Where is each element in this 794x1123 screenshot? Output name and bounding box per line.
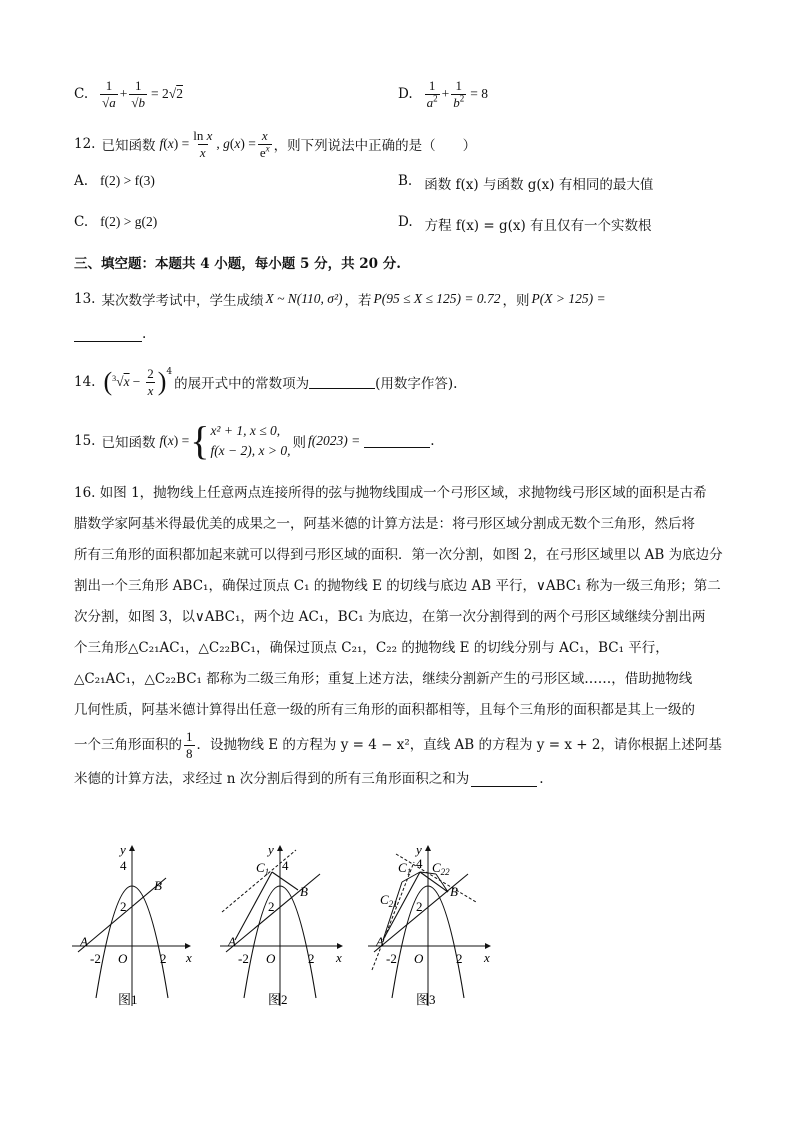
period: . [430,433,435,449]
stem-text: 如图 1，抛物线上任意两点连接所得的弦与抛物线围成一个弓形区域，求抛物线弓形区域的面积是古希 [99,485,707,501]
chord-ab [78,878,166,952]
q11-option-d[interactable]: D. $\frac{1}{a^2}$ + $\frac{1}{b^2}$ = 8 [398,77,489,110]
question-number: 12. [74,136,96,152]
tick-x2: 2 [160,951,167,966]
q15-answer-blank[interactable] [364,435,430,448]
tick-2: 2 [268,899,275,914]
q16-line-5: 次分割，如图 3，以∨ABC₁，两个边 AC₁，BC₁ 为底边，在第一次分割得到的两个弓形区域继续分割出两 [74,609,706,625]
q16-line-2: 腊数学家阿基米得最优美的成果之一，阿基米德的计算方法是：将弓形区域分割成无数个三角形，然后将 [74,516,695,532]
period: . [142,326,147,342]
frac-1-over-sqrt-a: $\frac{1}{√a}$ [102,77,116,110]
point-a-label: A [376,934,384,949]
stem-text: ，则下列说法中正确的是（ ） [273,138,477,154]
q16-line-7: △C₂₁AC₁，△C₂₂BC₁ 都称为二级三角形；重复上述方法，继续分割新产生的弓形区域……，借助抛物线 [74,671,693,687]
option-label: D. [398,214,413,230]
option-text: 函数 f(x) 与函数 g(x) 有相同的最大值 [424,177,654,193]
section-heading: 三、填空题：本题共 4 小题，每小题 5 分，共 20 分. [74,256,401,272]
option-label: A. [74,173,89,189]
q13-answer-blank[interactable] [74,326,146,342]
figure-1 [66,838,200,1018]
q14-answer-blank[interactable] [309,376,375,389]
tick-neg2: -2 [386,951,397,966]
option-text: f(2) > g(2) [100,214,158,229]
point-c21-label: $C_{21}$ [380,892,398,909]
q16-stem [74,478,724,795]
q12-option-b[interactable] [398,173,653,193]
point-b-label: B [450,884,458,899]
option-text: 方程 f(x) = g(x) 有且仅有一个实数根 [424,218,652,234]
x-label: x [336,950,342,965]
q13-stem [74,289,724,309]
figure-caption: 图1 [118,992,138,1007]
tick-2: 2 [120,899,127,914]
stem-tail: (用数字作答). [375,376,458,392]
q12-option-c[interactable] [74,214,157,230]
stem-text: ，若 [344,293,372,309]
option-label: C. [74,86,89,102]
option-label: C. [74,214,89,230]
q14-stem: 14. ( 3 √x − $\frac{2}{x}$ ) $^4$ 的展开式中的常数项为 (用数字作答). [74,365,458,398]
point-c1-label: $C_1$ [398,860,412,877]
point-b-label: B [300,884,308,899]
tick-4: 4 [282,858,289,873]
option-label: B. [398,173,413,189]
q12-option-d[interactable] [398,214,652,234]
option-text: f(2) > f(3) [100,173,155,188]
q16-line-10 [74,764,724,795]
q15-stem: 15. 已知函数 f ( x ) = { x² + 1, x ≤ 0, f(x − 2), x > 0, 则 f(2023) = . [74,418,435,463]
y-label: y [268,842,274,857]
q12-option-a[interactable] [74,173,155,189]
y-label: y [416,842,422,857]
frac-1-over-a2: $\frac{1}{a^2}$ [426,77,438,110]
piecewise-case-1: x² + 1, x ≤ 0, [210,423,281,438]
equation-tail: = 8 [470,86,489,101]
question-number: 13. [74,291,96,307]
q12-stem: 12. 已知函数 f ( x ) = $\frac{\text{ln x}}{x}$ , g ( x ) = $\frac{x}{e^x}$ ，则下列说法中正确的是（ ） [74,127,477,160]
frac-1-over-b2: $\frac{1}{b^2}$ [453,77,465,110]
stem-text: 已知函数 [101,138,156,154]
stem-text: 某次数学考试中，学生成绩 [101,293,264,309]
tick-neg2: -2 [90,951,101,966]
frac-lnx-over-x: $\frac{\text{ln x}}{x}$ [193,127,213,160]
origin-label: O [414,951,424,966]
origin-label: O [118,951,128,966]
point-a-label: A [228,934,236,949]
stem-text: 则 [292,435,307,451]
tick-4: 4 [416,856,423,871]
frac-1-over-sqrt-b: $\frac{1}{√b}$ [131,77,146,110]
q16-line-8: 几何性质，阿基米德计算得出任意一级的所有三角形的面积都相等，且每个三角形的面积都是其上一级的 [74,702,695,718]
q11-option-c[interactable]: C. $\frac{1}{√a}$ + $\frac{1}{√b}$ = 2 √ 2 [74,77,183,110]
frac-1-over-8: $\frac{1}{8}$ [186,728,193,761]
tick-x2: 2 [456,951,463,966]
stem-text: 米德的计算方法，求经过 n 次分割后得到的所有三角形面积之和为 [74,771,470,787]
figure-2 [214,838,354,1018]
figure-3 [362,838,502,1018]
point-b-label: B [154,878,162,893]
tick-neg2: -2 [238,951,249,966]
x-label: x [484,950,490,965]
option-label: D. [398,86,413,102]
q16-answer-blank[interactable] [471,774,537,787]
stem-text: 已知函数 [101,435,156,451]
q16-line-9 [74,726,724,764]
period: . [539,771,544,787]
q16-line-1 [74,478,724,509]
point-c1-label: $C_1$ [256,860,270,877]
q16-line-6: 个三角形△C₂₁AC₁，△C₂₂BC₁，确保过顶点 C₂₁，C₂₂ 的抛物线 E 的切线分别与 AC₁，BC₁ 平行， [74,640,669,656]
stem-text: ，则 [502,293,530,309]
y-label: y [120,842,126,857]
origin-label: O [266,951,276,966]
frac-2-over-x: $\frac{2}{x}$ [147,365,154,398]
question-ask: f(2023) = [308,433,361,448]
point-c22-label: $C_{22}$ [432,860,450,877]
tick-2: 2 [416,899,423,914]
stem-text: ．设抛物线 E 的方程为 y = 4 − x²，直线 AB 的方程为 y = x + 2，请你根据上述阿基 [196,736,722,753]
equation-tail: = 2 [151,86,169,101]
piecewise-case-2: f(x − 2), x > 0, [210,443,291,458]
q16-line-3: 所有三角形的面积都加起来就可以得到弓形区域的面积．第一次分割，如图 2，在弓形区域里以 AB 为底边分 [74,547,723,563]
figure-caption: 图2 [268,992,288,1007]
stem-text: 的展开式中的常数项为 [174,376,310,392]
condition: P(95 ≤ X ≤ 125) = 0.72 [373,291,501,306]
tick-4: 4 [120,858,127,873]
q16-line-4: 割出一个三角形 ABC₁，确保过顶点 C₁ 的抛物线 E 的切线与底边 AB 平行，∨ABC₁ 称为一级三角形；第二 [74,578,721,594]
figure-caption: 图3 [416,992,436,1007]
distribution: X ~ N(110, σ²) [265,291,343,306]
frac-x-over-ex: $\frac{x}{e^x}$ [259,127,270,160]
x-label: x [186,950,192,965]
question-number: 15. [74,433,96,449]
question-number: 14. [74,374,96,390]
question-ask: P(X > 125) = [531,291,606,306]
stem-text: 一个三角形面积的 [74,736,182,753]
point-a-label: A [80,934,88,949]
sqrt-value: 2 [176,86,183,101]
tick-x2: 2 [308,951,315,966]
question-number: 16. [74,485,96,501]
